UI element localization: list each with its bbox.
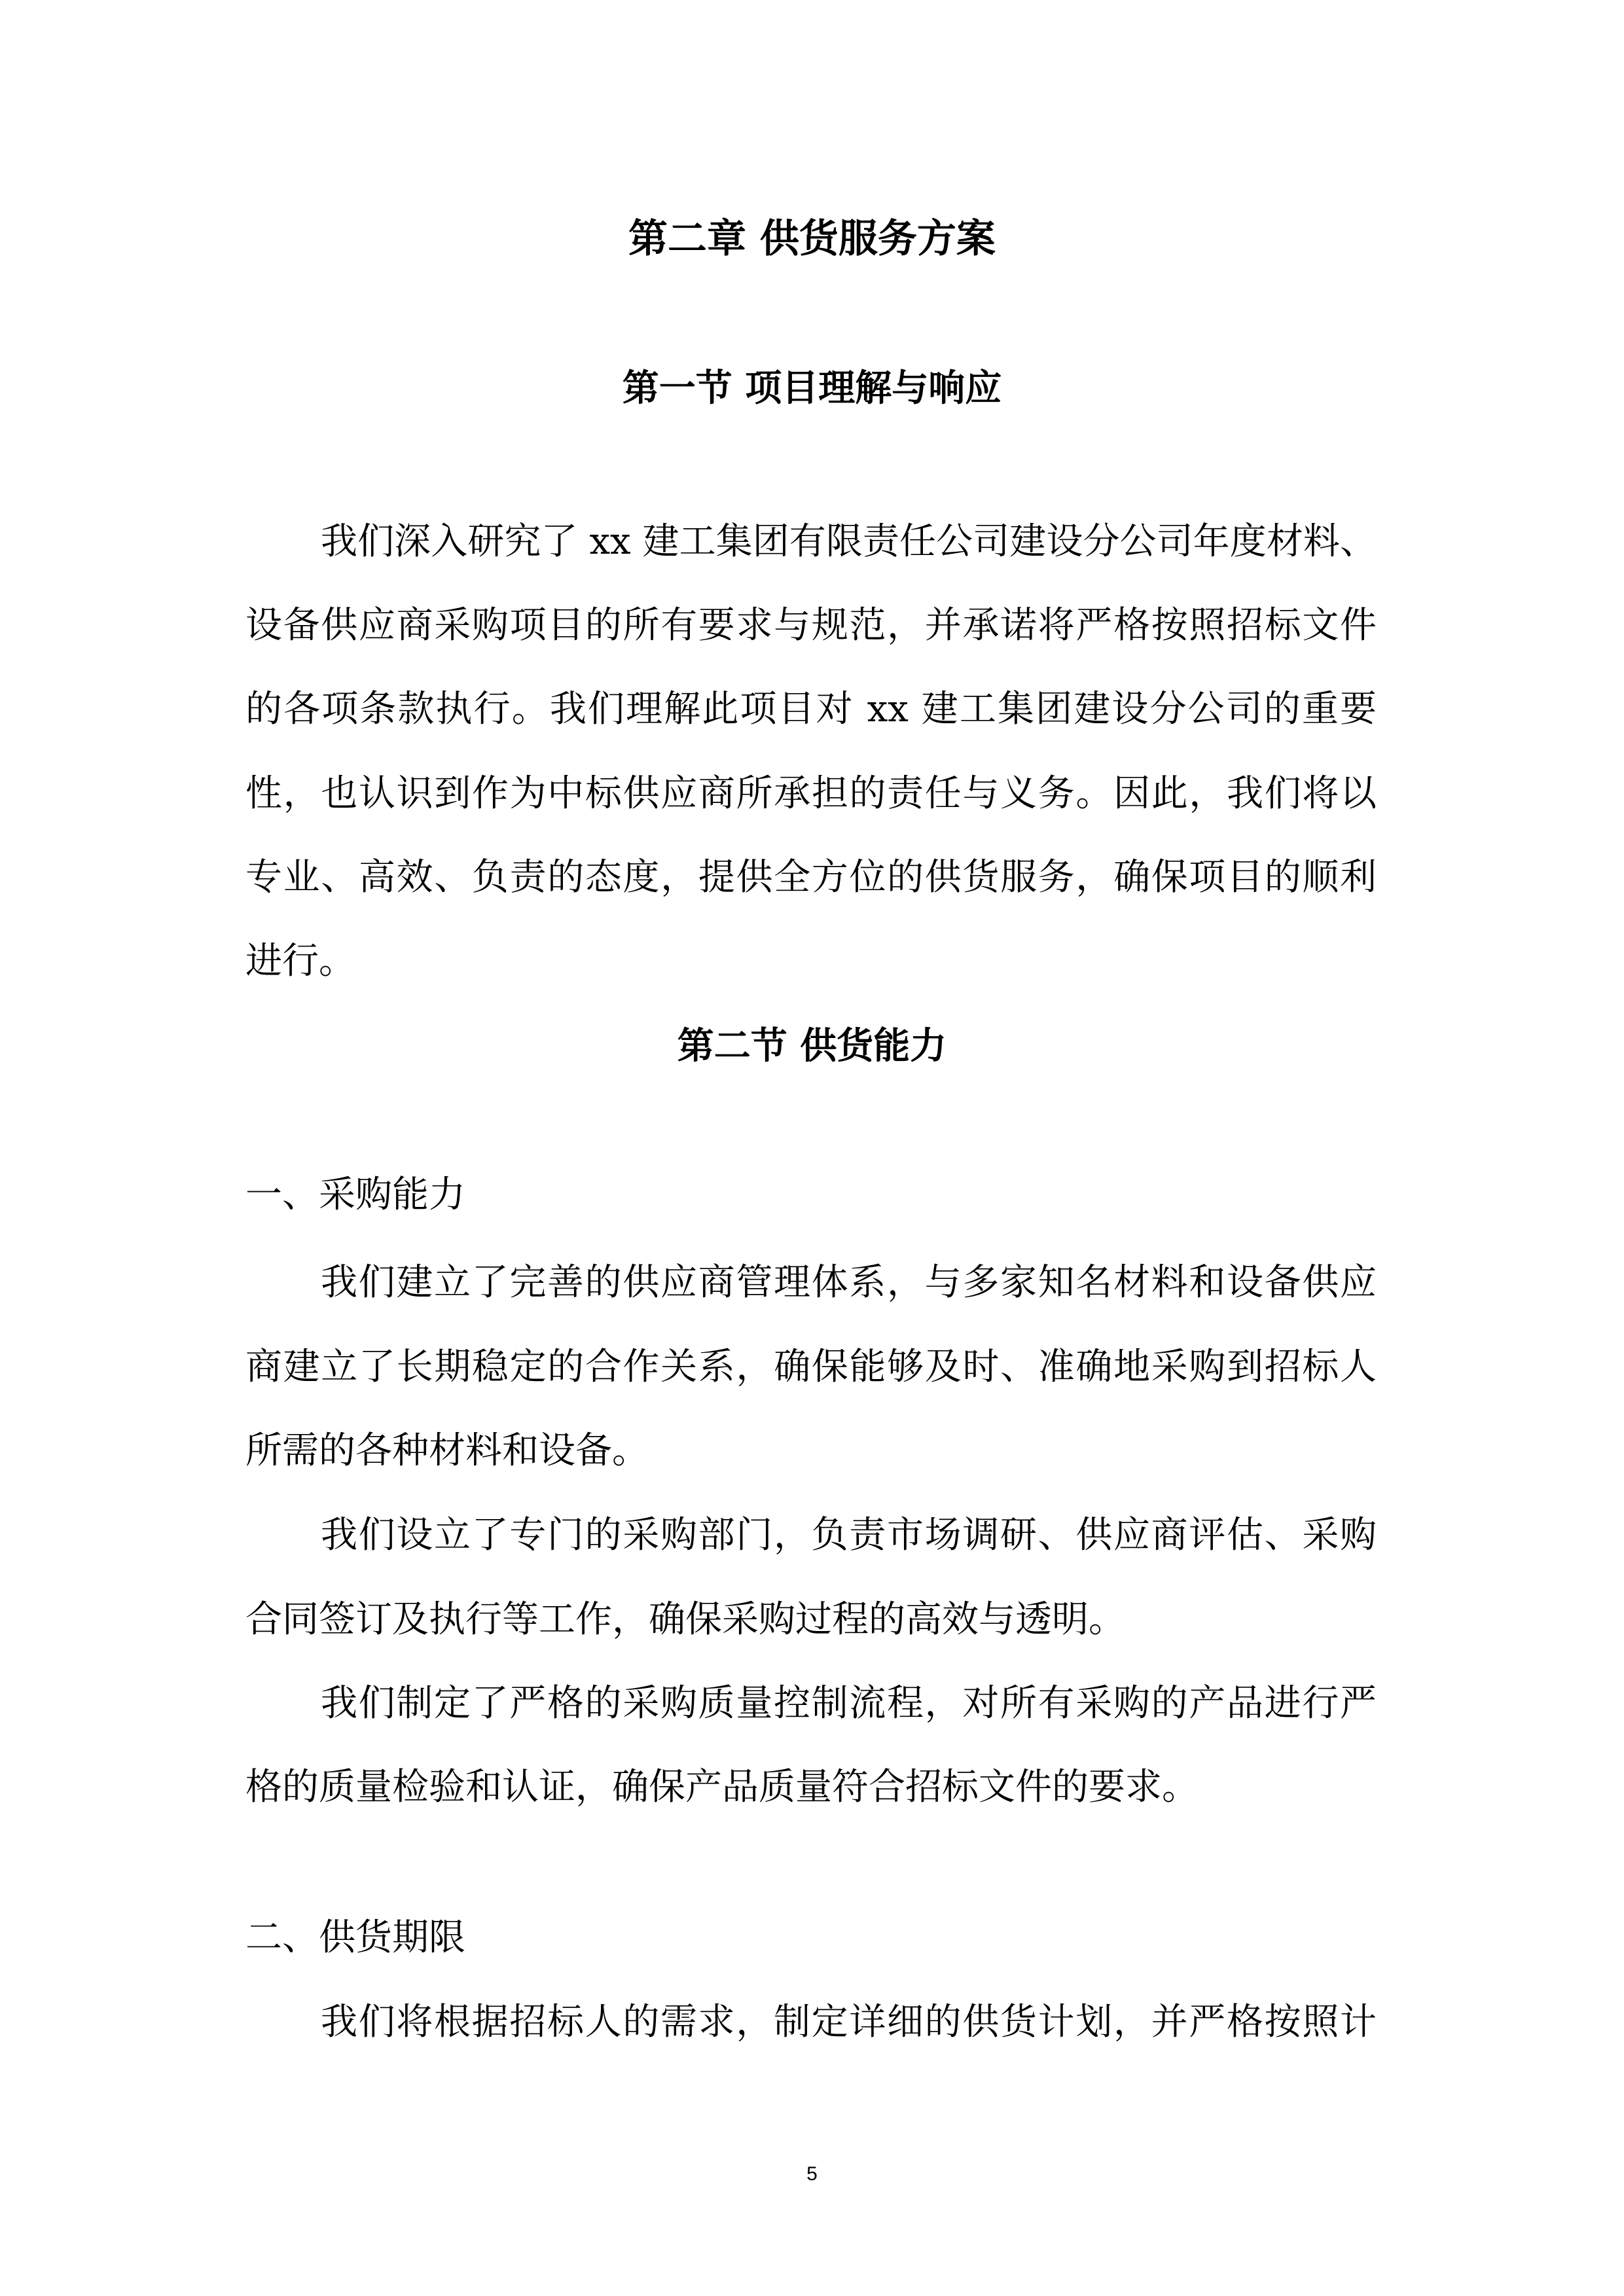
- paragraph-line: 我们建立了完善的供应商管理体系，与多家知名材料和设备供应: [321, 1261, 1377, 1304]
- section-title: 第一节 项目理解与响应: [622, 367, 1002, 410]
- paragraph-line: 我们制定了严格的采购质量控制流程，对所有采购的产品进行严: [321, 1682, 1377, 1725]
- page-number: 5: [806, 2163, 818, 2185]
- section-title: 第二节 供货能力: [677, 1024, 947, 1067]
- paragraph-line: 商建立了长期稳定的合作关系，确保能够及时、准确地采购到招标人: [245, 1346, 1377, 1388]
- paragraph-line: 性，也认识到作为中标供应商所承担的责任与义务。因此，我们将以: [245, 772, 1377, 815]
- subsection-title: 二、供货期限: [245, 1916, 465, 1959]
- paragraph-line: 我们将根据招标人的需求，制定详细的供货计划，并严格按照计: [321, 2001, 1377, 2043]
- paragraph-line: 设备供应商采购项目的所有要求与规范，并承诺将严格按照招标文件: [245, 604, 1377, 647]
- paragraph-line: 我们设立了专门的采购部门，负责市场调研、供应商评估、采购: [321, 1514, 1377, 1556]
- paragraph-line: 进行。: [245, 940, 355, 982]
- paragraph-line: 所需的各种材料和设备。: [245, 1429, 649, 1472]
- paragraph-line: 格的质量检验和认证，确保产品质量符合招标文件的要求。: [245, 1766, 1199, 1808]
- paragraph-line: 专业、高效、负责的态度，提供全方位的供货服务，确保项目的顺利: [245, 856, 1377, 899]
- paragraph-line: 我们深入研究了 xx 建工集团有限责任公司建设分公司年度材料、: [321, 520, 1377, 563]
- paragraph-line: 的各项条款执行。我们理解此项目对 xx 建工集团建设分公司的重要: [245, 688, 1377, 730]
- paragraph-line: 合同签订及执行等工作，确保采购过程的高效与透明。: [245, 1598, 1125, 1641]
- subsection-title: 一、采购能力: [245, 1174, 465, 1216]
- chapter-title: 第二章 供货服务方案: [628, 216, 996, 262]
